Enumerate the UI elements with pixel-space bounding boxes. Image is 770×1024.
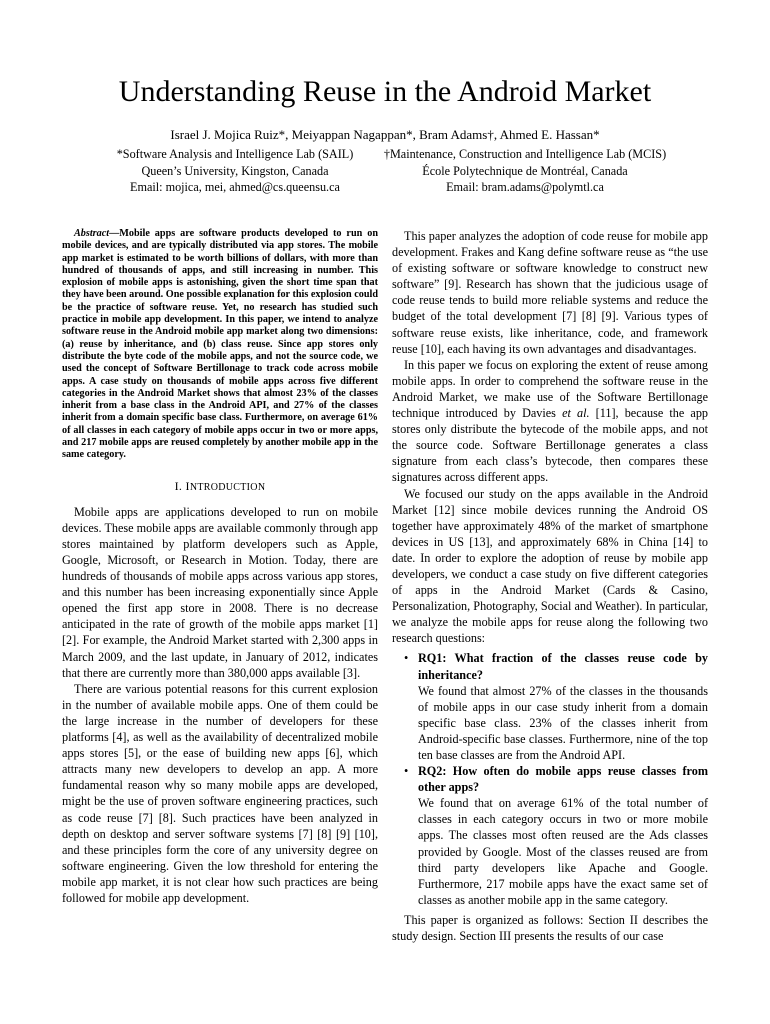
author-list: Israel J. Mojica Ruiz*, Meiyappan Nagappan*, Bram Adams†, Ahmed E. Hassan* — [170, 127, 600, 142]
bullet-icon: • — [404, 651, 409, 666]
affiliation-line: *Software Analysis and Intelligence Lab (SAIL) — [116, 147, 354, 161]
affiliation-line: École Polytechnique de Montréal, Canada — [422, 163, 628, 178]
rq-body: We found that on average 61% of the total number of classes in each category occurs in two or more mobile apps. The classes most often reused are the Ads classes provided by Google. Most of the classes reused are from third party developers like Apache and Google. Furthermore, 217 mobile apps have the exact same set of classes as another mobile app in the same category. — [418, 796, 708, 907]
paper-title: Understanding Reuse in the Android Market — [118, 75, 652, 108]
text-span: In this paper we focus on exploring the extent of reuse among mobile apps. In order to comprehend the software reuse in the Android Market, we make use of the Software Bertillonage technique introduced by Davies — [392, 357, 708, 421]
paragraph: There are various potential reasons for this current explosion in the number of available mobile apps. One of them could be the large increase in the number of developers for these platforms [4], as well as the availability of decentralized mobile apps stores [5], or the ease of building new apps [6], which attracts many new developers to develop an app. A more fundamental reason why so many mobile apps are developed, might be the use of proven software engineering practices, such as code reuse [7] [8]. Such practices have been analyzed in depth on desktop and server software systems [7] [8] [9] [10], and these principles form the core of any university degree on software engineering. Given the low threshold for entering the mobile app market, it is not clear how such practices are being followed for mobile app development. — [62, 681, 378, 905]
bullet-icon: • — [404, 764, 409, 779]
section-rest: NTRODUCTION — [189, 481, 266, 493]
paragraph: Mobile apps are applications developed to run on mobile devices. These mobile apps are available commonly through app stores maintained by platform developers such as Apple, Google, Microsoft, or Research in Motion. Today, there are hundreds of thousands of mobile apps across various app stores, and this number has been increasing exponentially since Apple opened the first app store in 2008. There is no decrease anticipated in the rate of growth of the mobile apps market [1] [2]. For example, the Android Market started with 2,300 apps in March 2009, and the last update, in January of 2012, indicates that there are currently more than 380,000 apps available [3]. — [62, 504, 378, 680]
affiliation-line: Queen’s University, Kingston, Canada — [141, 163, 329, 178]
section-number: I. — [174, 478, 186, 493]
paragraph: This paper analyzes the adoption of code reuse for mobile app development. Frakes and Kang define software reuse as “the use of existing software or software knowledge to construct new software” [9]. Research has shown that the judicious usage of code reuse tends to build more reliable systems and reduce the budget of the total development [7] [8] [9]. Various types of software reuse exists, like inheritance, code, and framework reuse [10], each having its own advantages and disadvantages. — [392, 229, 708, 356]
rq-title: RQ1: What fraction of the classes reuse code by inheritance? — [418, 651, 708, 682]
research-question-list — [392, 650, 708, 908]
text-span-italic: et al. — [562, 406, 590, 421]
rq-body: We found that almost 27% of the classes in the thousands of mobile apps in our case study inherit from a domain specific base class. 23% of the classes inherit from Android-specific base classes. Furthermore, nine of the top ten base classes are from the Android API. — [418, 683, 708, 762]
left-column — [62, 228, 378, 906]
paragraph-bertillonage — [392, 357, 708, 486]
text-span: [11], because the app stores only distribute the bytecode of the mobile apps, and not the source code. Software Bertillonage generates a class signature from each class’s bytecode, then compares these signatures across different apps. — [392, 406, 709, 485]
affiliation-line: †Maintenance, Construction and Intelligence Lab (MCIS) — [383, 147, 667, 161]
abstract — [62, 228, 378, 462]
list-item — [404, 650, 708, 763]
list-item — [404, 763, 708, 908]
affiliation-mcis — [370, 146, 680, 196]
affiliation-email: Email: mojica, mei, ahmed@cs.queensu.ca — [130, 180, 340, 194]
abstract-lead: Abstract — [74, 228, 110, 239]
affiliation-sail — [85, 146, 385, 196]
section-initial: I — [185, 478, 190, 493]
abstract-text: —Mobile apps are software products developed to run on mobile devices, and are typically distributed via app stores. The mobile app market is estimated to be worth billions of dollars, with more than hundred of thousands of apps, and still increasing in number. This explosion of mobile apps is astonishing, given the short time span that they have been around. One possible explanation for this explosion could be the practice of software reuse. Yet, no research has studied such practice in mobile app development. In this paper, we intend to analyze software reuse in the Android mobile app market along two dimensions: (a) reuse by inheritance, and (b) class reuse. Since app stores only distribute the byte code of the mobile apps, and not the source code, we used the concept of Software Bertillonage to track code across mobile apps. A case study on thousands of mobile apps across five different categories in the Android Market shows that almost 23% of the classes inherit from a base class in the Android API, and 27% of the classes inherit from a domain specific base class. Furthermore, on average 61% of all classes in each category of mobile apps occur in two or more apps, and 217 mobile apps are reused completely by another mobile app in the same category. — [62, 228, 378, 461]
section-heading-introduction — [62, 478, 378, 496]
rq-title: RQ2: How often do mobile apps reuse classes from other apps? — [418, 764, 708, 795]
affiliation-email: Email: bram.adams@polymtl.ca — [446, 180, 604, 194]
paragraph: This paper is organized as follows: Section II describes the study design. Section III presents the results of our case — [392, 912, 708, 944]
paragraph: We focused our study on the apps available in the Android Market [12] since mobile devices running the Android OS together have approximately 48% of the market of smartphone devices in US [13], and approximately 68% in China [14] to date. In order to explore the adoption of reuse by mobile app developers, we conduct a case study on five different categories of apps in the Android Market (Cards & Casino, Personalization, Photography, Social and Weather). In particular, we analyze the mobile apps for reuse along the following two research questions: — [392, 486, 708, 646]
right-column — [392, 228, 708, 944]
